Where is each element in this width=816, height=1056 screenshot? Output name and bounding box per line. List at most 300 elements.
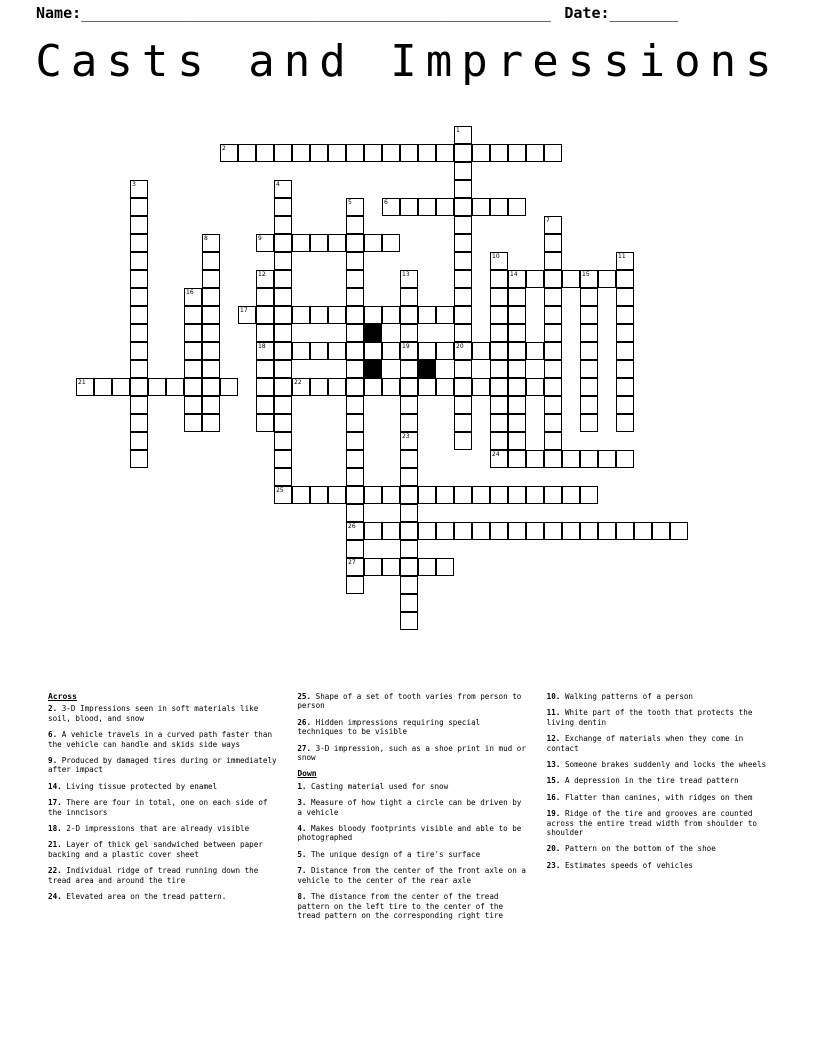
grid-cell[interactable]	[490, 378, 508, 396]
grid-cell[interactable]	[184, 306, 202, 324]
grid-cell[interactable]	[580, 378, 598, 396]
grid-cell[interactable]	[418, 342, 436, 360]
grid-cell[interactable]	[94, 378, 112, 396]
grid-cell[interactable]	[526, 378, 544, 396]
grid-cell[interactable]	[544, 396, 562, 414]
grid-cell[interactable]	[328, 378, 346, 396]
grid-cell[interactable]	[382, 558, 400, 576]
grid-cell[interactable]	[256, 234, 274, 252]
grid-cell[interactable]	[310, 144, 328, 162]
grid-cell[interactable]	[400, 504, 418, 522]
grid-cell[interactable]	[418, 558, 436, 576]
grid-cell[interactable]	[454, 522, 472, 540]
grid-cell[interactable]	[130, 414, 148, 432]
grid-cell[interactable]	[616, 414, 634, 432]
grid-cell[interactable]	[256, 288, 274, 306]
grid-cell[interactable]	[130, 252, 148, 270]
grid-cell[interactable]	[580, 396, 598, 414]
grid-cell[interactable]	[508, 414, 526, 432]
grid-cell[interactable]	[130, 324, 148, 342]
grid-cell[interactable]	[364, 558, 382, 576]
grid-cell[interactable]	[184, 414, 202, 432]
grid-cell[interactable]	[472, 486, 490, 504]
grid-cell[interactable]	[454, 144, 472, 162]
grid-cell[interactable]	[616, 522, 634, 540]
grid-cell[interactable]	[346, 342, 364, 360]
grid-cell[interactable]	[130, 234, 148, 252]
grid-cell[interactable]	[346, 396, 364, 414]
grid-cell[interactable]	[616, 324, 634, 342]
grid-cell-number: 20	[456, 343, 464, 350]
grid-cell[interactable]	[472, 144, 490, 162]
grid-cell[interactable]	[616, 252, 634, 270]
clue-item	[48, 798, 279, 817]
grid-cell[interactable]	[418, 522, 436, 540]
grid-cell[interactable]	[292, 378, 310, 396]
grid-cell[interactable]	[202, 306, 220, 324]
grid-cell[interactable]	[274, 450, 292, 468]
grid-cell[interactable]	[130, 180, 148, 198]
grid-cell[interactable]	[490, 522, 508, 540]
grid-cell[interactable]	[454, 126, 472, 144]
grid-cell[interactable]	[616, 450, 634, 468]
grid-cell[interactable]	[598, 522, 616, 540]
grid-cell[interactable]	[292, 234, 310, 252]
grid-cell[interactable]	[400, 414, 418, 432]
grid-cell[interactable]	[256, 324, 274, 342]
grid-cell[interactable]	[364, 486, 382, 504]
grid-cell[interactable]	[490, 360, 508, 378]
grid-cell[interactable]	[454, 216, 472, 234]
grid-cell[interactable]	[562, 522, 580, 540]
grid-cell[interactable]	[256, 396, 274, 414]
grid-cell[interactable]	[580, 306, 598, 324]
grid-cell[interactable]	[454, 234, 472, 252]
grid-cell[interactable]	[310, 306, 328, 324]
grid-cell[interactable]	[382, 306, 400, 324]
grid-cell[interactable]	[400, 144, 418, 162]
grid-cell[interactable]	[274, 198, 292, 216]
grid-cell[interactable]	[292, 342, 310, 360]
clue-text: Hidden impressions requiring special techniques to be visible	[297, 717, 481, 737]
grid-cell[interactable]	[670, 522, 688, 540]
grid-cell[interactable]	[508, 378, 526, 396]
grid-cell[interactable]	[598, 270, 616, 288]
grid-cell[interactable]	[490, 306, 508, 324]
grid-cell[interactable]	[130, 306, 148, 324]
grid-cell[interactable]	[346, 450, 364, 468]
grid-cell[interactable]	[310, 234, 328, 252]
grid-cell[interactable]	[580, 342, 598, 360]
grid-cell[interactable]	[436, 144, 454, 162]
grid-cell[interactable]	[400, 306, 418, 324]
grid-cell[interactable]	[346, 288, 364, 306]
clue-number: 13.	[546, 760, 565, 770]
grid-cell[interactable]	[490, 252, 508, 270]
grid-cell[interactable]	[598, 450, 616, 468]
crossword-grid[interactable]	[58, 108, 758, 668]
grid-cell[interactable]	[400, 396, 418, 414]
grid-cell[interactable]	[256, 306, 274, 324]
grid-cell[interactable]	[130, 378, 148, 396]
grid-cell[interactable]	[130, 432, 148, 450]
grid-cell[interactable]	[130, 450, 148, 468]
grid-cell[interactable]	[112, 378, 130, 396]
grid-cell[interactable]	[346, 468, 364, 486]
grid-cell[interactable]	[382, 378, 400, 396]
grid-cell[interactable]	[274, 306, 292, 324]
grid-cell[interactable]	[580, 288, 598, 306]
grid-cell[interactable]	[526, 486, 544, 504]
grid-cell[interactable]	[346, 198, 364, 216]
grid-cell[interactable]	[274, 180, 292, 198]
grid-cell[interactable]	[400, 360, 418, 378]
grid-cell[interactable]	[328, 342, 346, 360]
grid-cell[interactable]	[256, 378, 274, 396]
grid-cell[interactable]	[274, 360, 292, 378]
grid-cell[interactable]	[436, 306, 454, 324]
grid-cell[interactable]	[418, 144, 436, 162]
grid-cell[interactable]	[400, 594, 418, 612]
grid-cell[interactable]	[490, 270, 508, 288]
grid-cell-number: 11	[618, 253, 626, 260]
grid-cell[interactable]	[580, 486, 598, 504]
grid-cell[interactable]	[184, 360, 202, 378]
grid-cell[interactable]	[364, 234, 382, 252]
grid-cell[interactable]	[274, 324, 292, 342]
grid-cell[interactable]	[130, 270, 148, 288]
clue-number: 20.	[546, 844, 565, 854]
grid-cell[interactable]	[184, 396, 202, 414]
grid-cell[interactable]	[508, 270, 526, 288]
grid-cell[interactable]	[526, 270, 544, 288]
grid-cell[interactable]	[544, 342, 562, 360]
date-blank-line[interactable]: ________	[609, 4, 678, 22]
grid-cell[interactable]	[436, 378, 454, 396]
clue-text: A vehicle travels in a curved path faster than the vehicle can handle and skids side ways	[48, 730, 273, 749]
grid-cell[interactable]	[202, 360, 220, 378]
grid-cell[interactable]	[346, 360, 364, 378]
grid-cell[interactable]	[346, 504, 364, 522]
grid-cell[interactable]	[454, 378, 472, 396]
grid-cell[interactable]	[184, 288, 202, 306]
grid-cell[interactable]	[490, 198, 508, 216]
grid-cell[interactable]	[562, 486, 580, 504]
grid-cell[interactable]	[490, 288, 508, 306]
grid-cell[interactable]	[328, 144, 346, 162]
grid-cell[interactable]	[364, 378, 382, 396]
grid-cell[interactable]	[634, 522, 652, 540]
grid-cell[interactable]	[346, 234, 364, 252]
grid-cell[interactable]	[562, 270, 580, 288]
grid-cell[interactable]	[346, 324, 364, 342]
grid-cell[interactable]	[526, 144, 544, 162]
grid-cell[interactable]	[454, 342, 472, 360]
grid-cell[interactable]	[544, 252, 562, 270]
grid-cell[interactable]	[436, 522, 454, 540]
grid-cell[interactable]	[346, 414, 364, 432]
grid-cell[interactable]	[526, 522, 544, 540]
grid-cell[interactable]	[400, 540, 418, 558]
grid-cell[interactable]	[454, 414, 472, 432]
grid-cell[interactable]	[508, 324, 526, 342]
grid-cell[interactable]	[418, 306, 436, 324]
grid-cell[interactable]	[220, 144, 238, 162]
grid-cell[interactable]	[454, 198, 472, 216]
grid-cell[interactable]	[454, 432, 472, 450]
grid-cell[interactable]	[544, 432, 562, 450]
grid-cell[interactable]	[490, 144, 508, 162]
grid-cell[interactable]	[580, 522, 598, 540]
grid-cell[interactable]	[130, 288, 148, 306]
grid-cell[interactable]	[274, 432, 292, 450]
grid-cell[interactable]	[346, 522, 364, 540]
grid-cell[interactable]	[454, 180, 472, 198]
grid-cell[interactable]	[202, 342, 220, 360]
grid-cell[interactable]	[580, 360, 598, 378]
grid-cell[interactable]	[274, 234, 292, 252]
grid-cell[interactable]	[544, 306, 562, 324]
grid-cell[interactable]	[202, 234, 220, 252]
grid-cell[interactable]	[202, 396, 220, 414]
grid-cell[interactable]	[508, 144, 526, 162]
grid-cell[interactable]	[400, 558, 418, 576]
grid-cell[interactable]	[544, 486, 562, 504]
grid-cell[interactable]	[400, 342, 418, 360]
grid-cell[interactable]	[580, 324, 598, 342]
grid-cell[interactable]	[202, 324, 220, 342]
grid-cell[interactable]	[616, 270, 634, 288]
grid-cell[interactable]	[454, 360, 472, 378]
grid-cell[interactable]	[544, 270, 562, 288]
grid-cell[interactable]	[436, 198, 454, 216]
grid-cell[interactable]	[616, 306, 634, 324]
grid-cell[interactable]	[130, 360, 148, 378]
grid-cell[interactable]	[400, 468, 418, 486]
grid-cell[interactable]	[274, 414, 292, 432]
grid-cell[interactable]	[274, 342, 292, 360]
grid-cell[interactable]	[526, 450, 544, 468]
clue-item	[547, 692, 778, 701]
grid-cell[interactable]	[454, 396, 472, 414]
grid-cell[interactable]	[310, 486, 328, 504]
grid-cell[interactable]	[382, 522, 400, 540]
grid-cell[interactable]	[310, 342, 328, 360]
grid-cell[interactable]	[256, 360, 274, 378]
grid-cell[interactable]	[382, 234, 400, 252]
grid-cell[interactable]	[256, 414, 274, 432]
grid-cell[interactable]	[544, 324, 562, 342]
grid-cell[interactable]	[202, 414, 220, 432]
grid-cell[interactable]	[490, 486, 508, 504]
grid-cell[interactable]	[544, 288, 562, 306]
grid-cell[interactable]	[400, 576, 418, 594]
grid-cell[interactable]	[400, 270, 418, 288]
grid-cell[interactable]	[346, 216, 364, 234]
grid-cell[interactable]	[346, 306, 364, 324]
grid-cell[interactable]	[166, 378, 184, 396]
grid-cell[interactable]	[346, 432, 364, 450]
grid-cell[interactable]	[346, 378, 364, 396]
grid-cell[interactable]	[382, 342, 400, 360]
grid-cell[interactable]	[130, 216, 148, 234]
grid-cell[interactable]	[274, 396, 292, 414]
grid-cell[interactable]	[616, 342, 634, 360]
grid-cell[interactable]	[292, 306, 310, 324]
grid-cell[interactable]	[238, 144, 256, 162]
grid-cell[interactable]	[454, 486, 472, 504]
grid-cell[interactable]	[346, 144, 364, 162]
grid-cell[interactable]	[418, 486, 436, 504]
grid-cell[interactable]	[472, 378, 490, 396]
grid-cell[interactable]	[256, 270, 274, 288]
grid-cell[interactable]	[202, 252, 220, 270]
grid-cell[interactable]	[400, 612, 418, 630]
grid-cell[interactable]	[508, 486, 526, 504]
grid-cell[interactable]	[382, 198, 400, 216]
grid-cell[interactable]	[580, 270, 598, 288]
grid-cell[interactable]	[454, 252, 472, 270]
grid-cell[interactable]	[508, 198, 526, 216]
grid-cell[interactable]	[274, 270, 292, 288]
grid-cell[interactable]	[490, 396, 508, 414]
grid-cell[interactable]	[454, 324, 472, 342]
grid-cell[interactable]	[490, 450, 508, 468]
grid-cell[interactable]	[130, 396, 148, 414]
grid-cell[interactable]	[490, 342, 508, 360]
grid-cell[interactable]	[418, 198, 436, 216]
grid-cell[interactable]	[562, 450, 580, 468]
grid-cell[interactable]	[508, 450, 526, 468]
grid-cell[interactable]	[400, 324, 418, 342]
grid-cell[interactable]	[436, 486, 454, 504]
grid-cell[interactable]	[400, 198, 418, 216]
grid-cell[interactable]	[508, 522, 526, 540]
grid-cell[interactable]	[508, 432, 526, 450]
grid-cell[interactable]	[544, 144, 562, 162]
grid-cell[interactable]	[346, 270, 364, 288]
grid-cell[interactable]	[148, 378, 166, 396]
grid-cell[interactable]	[274, 252, 292, 270]
grid-cell[interactable]	[616, 378, 634, 396]
grid-cell[interactable]	[472, 342, 490, 360]
grid-cell[interactable]	[526, 342, 544, 360]
grid-cell[interactable]	[544, 522, 562, 540]
grid-cell[interactable]	[580, 414, 598, 432]
grid-cell[interactable]	[616, 288, 634, 306]
grid-cell[interactable]	[508, 396, 526, 414]
grid-cell[interactable]	[490, 324, 508, 342]
grid-cell[interactable]	[328, 234, 346, 252]
grid-cell[interactable]	[274, 378, 292, 396]
grid-cell[interactable]	[274, 288, 292, 306]
grid-cell[interactable]	[274, 216, 292, 234]
grid-cell[interactable]	[346, 486, 364, 504]
name-blank-line[interactable]: _______________________________________________________	[81, 4, 551, 22]
grid-cell[interactable]	[400, 378, 418, 396]
grid-cell[interactable]	[364, 144, 382, 162]
grid-cell[interactable]	[310, 378, 328, 396]
clue-item	[297, 692, 528, 711]
grid-cell[interactable]	[220, 378, 238, 396]
grid-cell[interactable]	[364, 306, 382, 324]
grid-cell[interactable]	[472, 522, 490, 540]
grid-cell[interactable]	[454, 288, 472, 306]
grid-cell[interactable]	[616, 396, 634, 414]
grid-cell[interactable]	[184, 378, 202, 396]
grid-cell[interactable]	[184, 324, 202, 342]
grid-cell[interactable]	[472, 198, 490, 216]
grid-cell[interactable]	[544, 414, 562, 432]
grid-cell[interactable]	[184, 342, 202, 360]
grid-cell[interactable]	[400, 450, 418, 468]
grid-cell[interactable]	[580, 450, 598, 468]
grid-cell[interactable]	[400, 486, 418, 504]
grid-cell[interactable]	[130, 342, 148, 360]
grid-cell[interactable]	[454, 270, 472, 288]
grid-cell[interactable]	[202, 378, 220, 396]
grid-cell[interactable]	[544, 234, 562, 252]
grid-cell[interactable]	[238, 306, 256, 324]
grid-cell[interactable]	[274, 468, 292, 486]
grid-cell[interactable]	[346, 540, 364, 558]
grid-cell[interactable]	[508, 360, 526, 378]
grid-cell[interactable]	[274, 486, 292, 504]
grid-cell[interactable]	[346, 252, 364, 270]
grid-cell[interactable]	[508, 288, 526, 306]
grid-cell[interactable]	[436, 558, 454, 576]
grid-cell[interactable]	[454, 306, 472, 324]
grid-cell[interactable]	[364, 522, 382, 540]
grid-cell[interactable]	[652, 522, 670, 540]
grid-cell[interactable]	[544, 360, 562, 378]
grid-cell[interactable]	[382, 144, 400, 162]
grid-cell[interactable]	[382, 486, 400, 504]
grid-cell[interactable]	[544, 378, 562, 396]
grid-cell[interactable]	[292, 144, 310, 162]
grid-cell[interactable]	[256, 342, 274, 360]
grid-cell[interactable]	[454, 162, 472, 180]
grid-cell[interactable]	[202, 288, 220, 306]
grid-cell[interactable]	[400, 432, 418, 450]
grid-cell[interactable]	[508, 306, 526, 324]
clue-text: Distance from the center of the front axle on a vehicle to the center of the rear axle	[297, 866, 526, 885]
grid-cell[interactable]	[436, 342, 454, 360]
grid-cell[interactable]	[76, 378, 94, 396]
grid-cell[interactable]	[544, 450, 562, 468]
grid-cell[interactable]	[490, 414, 508, 432]
grid-cell[interactable]	[130, 198, 148, 216]
grid-cell[interactable]	[490, 432, 508, 450]
grid-cell[interactable]	[328, 486, 346, 504]
grid-cell[interactable]	[274, 144, 292, 162]
grid-cell[interactable]	[400, 522, 418, 540]
grid-cell[interactable]	[508, 342, 526, 360]
grid-cell[interactable]	[346, 558, 364, 576]
grid-cell[interactable]	[616, 360, 634, 378]
grid-cell[interactable]	[256, 144, 274, 162]
grid-cell[interactable]	[202, 270, 220, 288]
clue-text: Ridge of the tire and grooves are counted across the entire tread width from shoulder to shoulder	[546, 809, 757, 838]
grid-cell[interactable]	[544, 216, 562, 234]
grid-cell[interactable]	[328, 306, 346, 324]
grid-cell[interactable]	[346, 576, 364, 594]
down-clue-list-part2	[547, 692, 778, 870]
grid-cell[interactable]	[364, 342, 382, 360]
grid-cell[interactable]	[400, 288, 418, 306]
grid-cell[interactable]	[418, 378, 436, 396]
grid-cell[interactable]	[292, 486, 310, 504]
